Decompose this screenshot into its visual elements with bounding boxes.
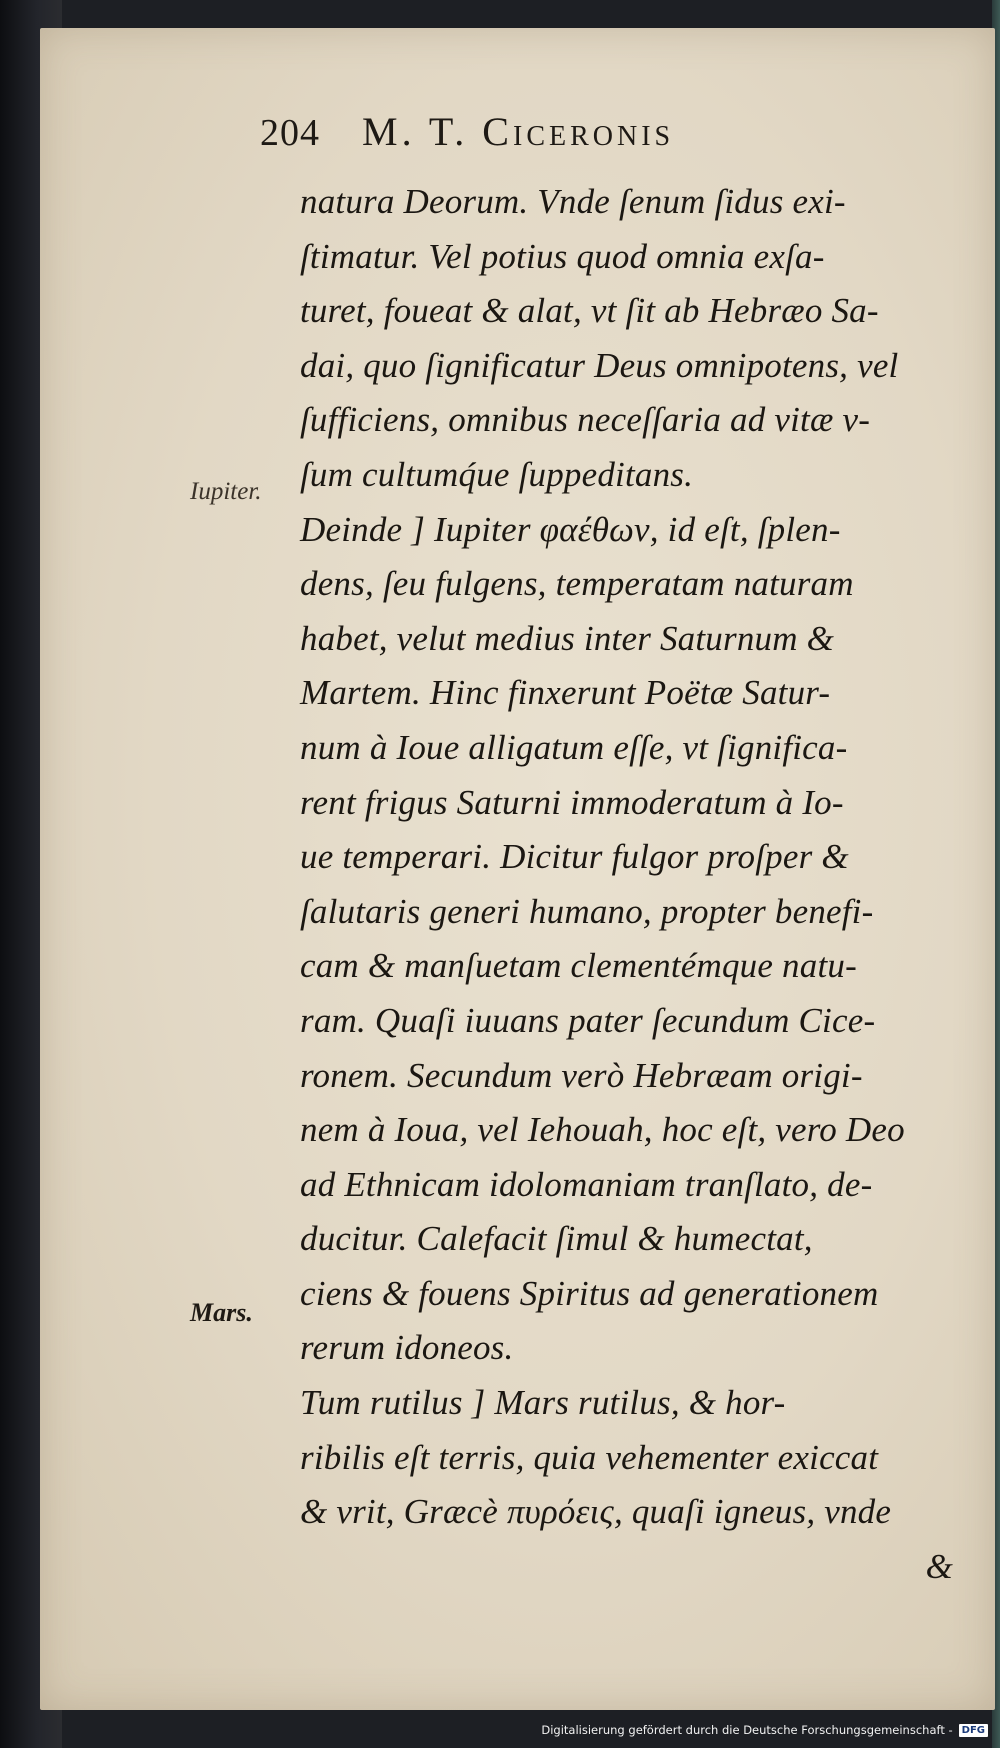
- page-header: [260, 108, 880, 162]
- text-line: ribilis eſt terris, quia vehementer exiccat: [300, 1437, 879, 1477]
- text-line: Deinde ] Iupiter φαέθων, id eſt, ſplen-: [300, 509, 841, 549]
- text-line: ue temperari. Dicitur fulgor proſper &: [300, 837, 849, 877]
- text-line: ronem. Secundum verò Hebræam origi-: [300, 1055, 863, 1095]
- text-line: ad Ethnicam idolomaniam tranſlato, de-: [300, 1164, 873, 1204]
- text-line: turet, foueat & alat, vt ſit ab Hebræo Sa-: [300, 291, 879, 331]
- dfg-logo: DFG: [959, 1724, 988, 1737]
- text-line: Tum rutilus ] Mars rutilus, & hor-: [300, 1383, 786, 1423]
- margin-note-jupiter: Iupiter.: [190, 478, 262, 505]
- text-line: nem à Ioua, vel Iehouah, hoc eſt, vero Deo: [300, 1110, 905, 1150]
- body-text: [300, 175, 965, 1594]
- running-head: M. T. Ciceronis: [362, 109, 675, 154]
- text-line: num à Ioue alligatum eſſe, vt ſignifica-: [300, 727, 848, 767]
- footer-credit: Digitalisierung gefördert durch die Deutsche Forschungsgemeinschaft -: [541, 1723, 953, 1737]
- text-line: dens, ſeu fulgens, temperatam naturam: [300, 564, 854, 604]
- text-line: ſalutaris generi humano, propter benefi-: [300, 891, 874, 931]
- margin-note-mars: Mars.: [190, 1298, 253, 1327]
- text-line: rent frigus Saturni immoderatum à Io-: [300, 782, 844, 822]
- text-line: rerum idoneos.: [300, 1328, 514, 1368]
- text-line: ſtimatur. Vel potius quod omnia exſa-: [300, 236, 825, 276]
- text-line: Martem. Hinc finxerunt Poëtæ Satur-: [300, 673, 831, 713]
- catchword: &: [925, 1546, 953, 1586]
- text-line: cam & manſuetam clementémque natu-: [300, 946, 857, 986]
- text-line: ſum cultumq́ue ſuppeditans.: [300, 454, 694, 494]
- text-line: ciens & fouens Spiritus ad generationem: [300, 1273, 879, 1313]
- text-line: ram. Quaſi iuuans pater ſecundum Cice-: [300, 1000, 876, 1040]
- page-number: 204: [260, 112, 320, 154]
- text-line: ſufficiens, omnibus neceſſaria ad vitæ v-: [300, 400, 871, 440]
- digitization-footer: [541, 1720, 988, 1740]
- text-line: habet, velut medius inter Saturnum &: [300, 618, 835, 658]
- text-line: natura Deorum. Vnde ſenum ſidus exi-: [300, 182, 846, 221]
- text-line: dai, quo ſignificatur Deus omnipotens, vel: [300, 345, 899, 385]
- text-line: ducitur. Calefacit ſimul & humectat,: [300, 1219, 813, 1259]
- text-line: & vrit, Græcè πυρόεις, quaſi igneus, vnde: [300, 1492, 892, 1532]
